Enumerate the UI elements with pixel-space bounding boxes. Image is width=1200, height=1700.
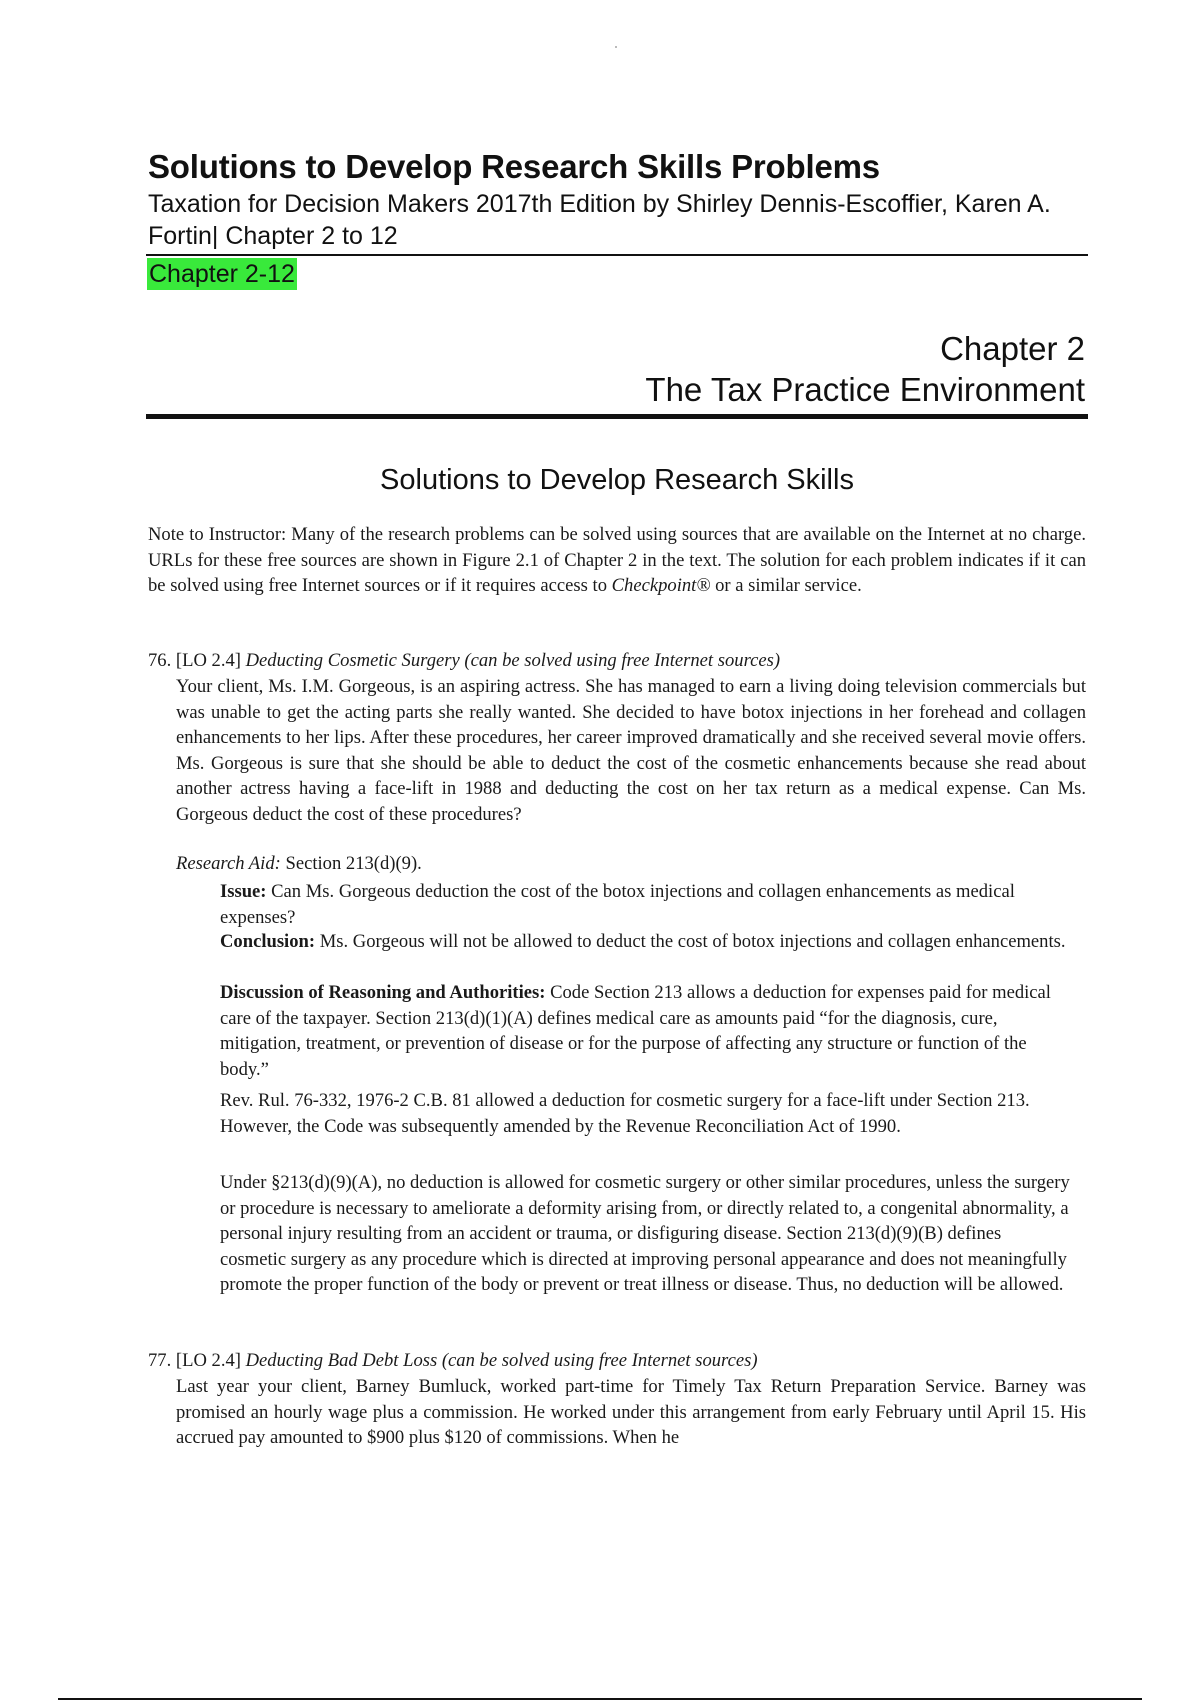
problem-77-body: Last year your client, Barney Bumluck, worked part-time for Timely Tax Return Preparation Service. Barney was promised an hourly wage plus a commission. He worked under this arrangement from early February until April 15. His accrued pay amounted to $900 plus $120 of commissions. When he <box>176 1376 1086 1448</box>
problem-76-body: Your client, Ms. I.M. Gorgeous, is an aspiring actress. She has managed to earn a living doing television commercials but was unable to get the acting parts she really wanted. She decided to have botox injections in her forehead and collagen enhancements to her lips. After these procedures, her career improved dramatically and she received several movie offers. Ms. Gorgeous is sure that she should be able to deduct the cost of the cosmetic enhancements because she read about another actress having a face-lift in 1988 and deducting the cost on her tax return as a medical expense. Can Ms. Gorgeous deduct the cost of these procedures? <box>176 676 1086 825</box>
chapter-range-highlight: Chapter 2-12 <box>149 260 295 288</box>
conclusion-label: Conclusion: <box>220 931 316 952</box>
research-aid <box>176 853 422 875</box>
chapter-name: The Tax Practice Environment <box>645 371 1085 408</box>
problem-77-title: Deducting Bad Debt Loss (can be solved using free Internet sources) <box>245 1350 758 1371</box>
document-subtitle: Taxation for Decision Makers 2017th Edition by Shirley Dennis-Escoffier, Karen A. Fortin| Chapter 2 to 12 <box>148 190 1051 250</box>
answer-issue <box>220 879 1070 930</box>
problem-76-label: 76. [LO 2.4] <box>148 650 246 671</box>
answer-discussion <box>220 980 1070 1082</box>
conclusion-text: Ms. Gorgeous will not be allowed to deduct the cost of botox injections and collagen enhancements. <box>315 931 1066 952</box>
problem-76-heading <box>148 648 780 673</box>
chapter-number: Chapter 2 <box>940 330 1085 367</box>
instructor-note <box>148 522 1086 599</box>
issue-text: Can Ms. Gorgeous deduction the cost of the botox injections and collagen enhancements as medical expenses? <box>220 881 1015 928</box>
issue-label: Issue: <box>220 881 267 902</box>
problem-76-title: Deducting Cosmetic Surgery (can be solved using free Internet sources) <box>245 650 781 671</box>
answer-revenue-ruling: Rev. Rul. 76-332, 1976-2 C.B. 81 allowed a deduction for cosmetic surgery for a face-lift under Section 213. However, the Code was subsequently amended by the Revenue Reconciliation Act of 1990. <box>220 1090 1030 1137</box>
checkpoint-name: Checkpoint® <box>611 575 711 596</box>
problem-77-label: 77. [LO 2.4] <box>148 1350 246 1371</box>
note-text-end: or a similar service. <box>710 575 862 596</box>
section-title: Solutions to Develop Research Skills <box>380 464 854 496</box>
answer-code-section: Under §213(d)(9)(A), no deduction is allowed for cosmetic surgery or other similar procedures, unless the surgery or procedure is necessary to ameliorate a deformity arising from, or directly related to, a congenital abnormality, a personal injury resulting from an accident or trauma, or disfiguring disease. Section 213(d)(9)(B) defines cosmetic surgery as any procedure which is directed at improving personal appearance and does not meaningfully promote the proper function of the body or prevent or treat illness or disease. Thus, no deduction will be allowed. <box>220 1172 1070 1295</box>
discussion-text: Code Section 213 allows a deduction for expenses paid for medical care of the taxpayer. Section 213(d)(1)(A) defines medical care as amounts paid “for the diagnosis, cure, mitigation, treatment, or prevention of disease or for the purpose of affecting any structure or function of the body.” <box>220 982 1051 1080</box>
answer-conclusion <box>220 929 1070 955</box>
chapter-rule <box>146 414 1088 419</box>
note-text: Note to Instructor: Many of the research problems can be solved using sources that are available on the Internet at no charge. URLs for these free sources are shown in Figure 2.1 of Chapter 2 in the text. The solution for each problem indicates if it can be solved using free Internet sources or if it requires access to <box>148 524 1086 596</box>
document-title: Solutions to Develop Research Skills Problems <box>148 148 880 185</box>
header-rule <box>146 254 1088 256</box>
research-aid-label: Research Aid: <box>176 853 281 874</box>
discussion-label: Discussion of Reasoning and Authorities: <box>220 982 546 1003</box>
page-speck <box>615 46 617 48</box>
problem-77-heading <box>148 1348 758 1373</box>
research-aid-text: Section 213(d)(9). <box>280 853 422 874</box>
chapter-heading <box>645 328 1085 410</box>
